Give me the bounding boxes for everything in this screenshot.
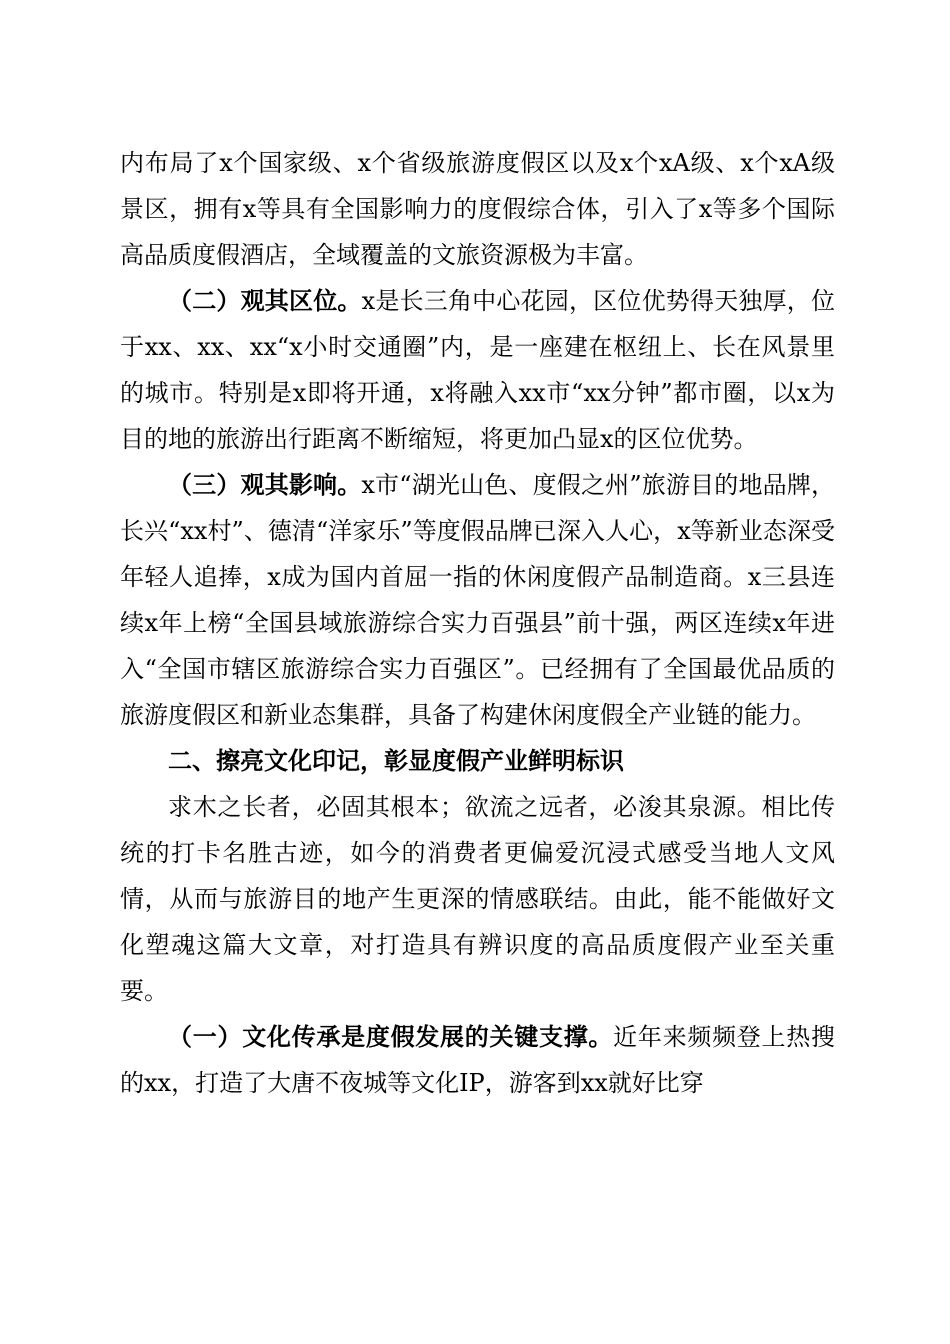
paragraph-location xyxy=(120,278,835,462)
paragraph-influence xyxy=(120,462,835,738)
paragraph-text: x是长三角中心花园，区位优势得天独厚，位于xx、xx、xx“x小时交通圈”内，是一座建在枢纽上、长在风景里的城市。特别是x即将开通，x将融入xx市“xx分钟”都市圈，以x为目的地的旅游出行距离不断缩短，将更加凸显x的区位优势。 xyxy=(120,287,835,453)
section-heading: 二、擦亮文化印记，彰显度假产业鲜明标识 xyxy=(168,747,624,775)
paragraph-culture-heritage xyxy=(120,1014,835,1106)
paragraph-lead: （二）观其区位。 xyxy=(168,286,362,315)
document-body xyxy=(120,140,835,1106)
paragraph-text: x市“湖光山色、度假之州”旅游目的地品牌，长兴“xx村”、德清“洋家乐”等度假品牌已深入人心，x等新业态深受年轻人追捧，x成为国内首屈一指的休闲度假产品制造商。x三县连续x年上榜“全国县域旅游综合实力百强县”前十强，两区连续x年进入“全国市辖区旅游综合实力百强区”。已经拥有了全国最优品质的旅游度假区和新业态集群，具备了构建休闲度假全产业链的能力。 xyxy=(120,471,835,729)
paragraph-text: 求木之长者，必固其根本；欲流之远者，必浚其泉源。相比传统的打卡名胜古迹，如今的消费者更偏爱沉浸式感受当地人文风情，从而与旅游目的地产生更深的情感联结。由此，能不能做好文化塑魂这篇大文章，对打造具有辨识度的高品质度假产业至关重要。 xyxy=(120,793,835,1005)
paragraph-text: 近年来频频登上热搜的xx，打造了大唐不夜城等文化IP，游客到xx就好比穿 xyxy=(120,1023,836,1097)
paragraph-text: 内布局了x个国家级、x个省级旅游度假区以及x个xA级、x个xA级景区，拥有x等具有全国影响力的度假综合体，引入了x等多个国际高品质度假酒店，全域覆盖的文旅资源极为丰富。 xyxy=(120,149,835,269)
paragraph-lead: （一）文化传承是度假发展的关键支撑。 xyxy=(168,1022,614,1051)
paragraph-culture-intro xyxy=(120,784,835,1014)
paragraph-lead: （三）观其影响。 xyxy=(168,470,362,499)
paragraph-resources xyxy=(120,140,835,278)
